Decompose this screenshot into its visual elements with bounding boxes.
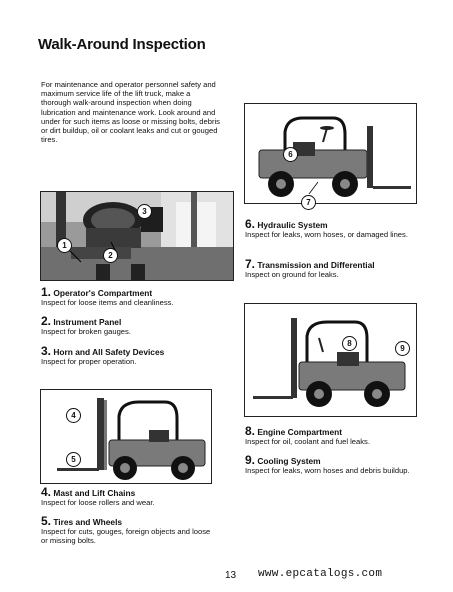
section-body: Inspect for proper operation.: [41, 357, 137, 366]
section-operators-compartment: [41, 287, 226, 307]
section-body: Inspect for leaks, worn hoses, or damaged lines.: [245, 230, 408, 239]
callout-9: 9: [395, 341, 410, 356]
callout-1: 1: [57, 238, 72, 253]
section-body: Inspect for cuts, gouges, foreign objects and loose or missing bolts.: [41, 527, 211, 546]
forklift-engine-illustration: [245, 304, 416, 416]
forklift-mast-illustration: [41, 390, 211, 483]
section-number: 8.: [245, 424, 256, 438]
callout-5: 5: [66, 452, 81, 467]
section-body: Inspect for loose items and cleanliness.: [41, 298, 174, 307]
section-transmission-differential: [245, 259, 425, 279]
section-body: Inspect for loose rollers and wear.: [41, 498, 155, 507]
callout-3: 3: [137, 204, 152, 219]
section-number: 6.: [245, 217, 256, 231]
section-number: 9.: [245, 453, 256, 467]
section-number: 5.: [41, 514, 52, 528]
operator-compartment-illustration: [41, 192, 233, 280]
callout-2: 2: [103, 248, 118, 263]
section-hydraulic-system: [245, 219, 420, 239]
section-title: Operator's Compartment: [53, 288, 153, 298]
section-title: Cooling System: [257, 456, 321, 466]
section-body: Inspect for broken gauges.: [41, 327, 131, 336]
footer-url[interactable]: www.epcatalogs.com: [258, 568, 383, 580]
section-number: 1.: [41, 285, 52, 299]
section-instrument-panel: [41, 316, 226, 336]
section-title: Hydraulic System: [257, 220, 328, 230]
section-tires-wheels: [41, 516, 211, 545]
photo-forklift-mast: [40, 389, 212, 484]
section-mast-lift-chains: [41, 487, 226, 507]
section-title: Horn and All Safety Devices: [53, 347, 165, 357]
callout-4: 4: [66, 408, 81, 423]
forklift-side-illustration: [245, 104, 416, 203]
section-body: Inspect for oil, coolant and fuel leaks.: [245, 437, 370, 446]
section-engine-compartment: [245, 426, 425, 446]
section-number: 7.: [245, 257, 256, 271]
section-title: Instrument Panel: [53, 317, 122, 327]
section-body: Inspect on ground for leaks.: [245, 270, 339, 279]
callout-8: 8: [342, 336, 357, 351]
section-body: Inspect for leaks, worn hoses and debris buildup.: [245, 466, 410, 475]
section-cooling-system: [245, 455, 430, 475]
callout-7: 7: [301, 195, 316, 210]
section-horn-safety-devices: [41, 346, 226, 366]
section-title: Transmission and Differential: [257, 260, 375, 270]
section-title: Tires and Wheels: [53, 517, 123, 527]
section-number: 2.: [41, 314, 52, 328]
section-number: 4.: [41, 485, 52, 499]
photo-forklift-engine: [244, 303, 417, 417]
section-title: Mast and Lift Chains: [53, 488, 136, 498]
page-title: Walk-Around Inspection: [38, 36, 206, 53]
callout-6: 6: [283, 147, 298, 162]
section-title: Engine Compartment: [257, 427, 343, 437]
section-number: 3.: [41, 344, 52, 358]
photo-forklift-side: [244, 103, 417, 204]
photo-operator-compartment: [40, 191, 234, 281]
page-number: 13: [225, 570, 237, 581]
intro-paragraph: For maintenance and operator personnel safety and maximum service life of the lift truck, make a thorough walk-around inspection when doing lubrication and maintenance work. Look around and under for such items as loose or missing bolts, debris or dirt buildup, oil or coolant leaks and cut or gouged tires.: [41, 80, 220, 145]
